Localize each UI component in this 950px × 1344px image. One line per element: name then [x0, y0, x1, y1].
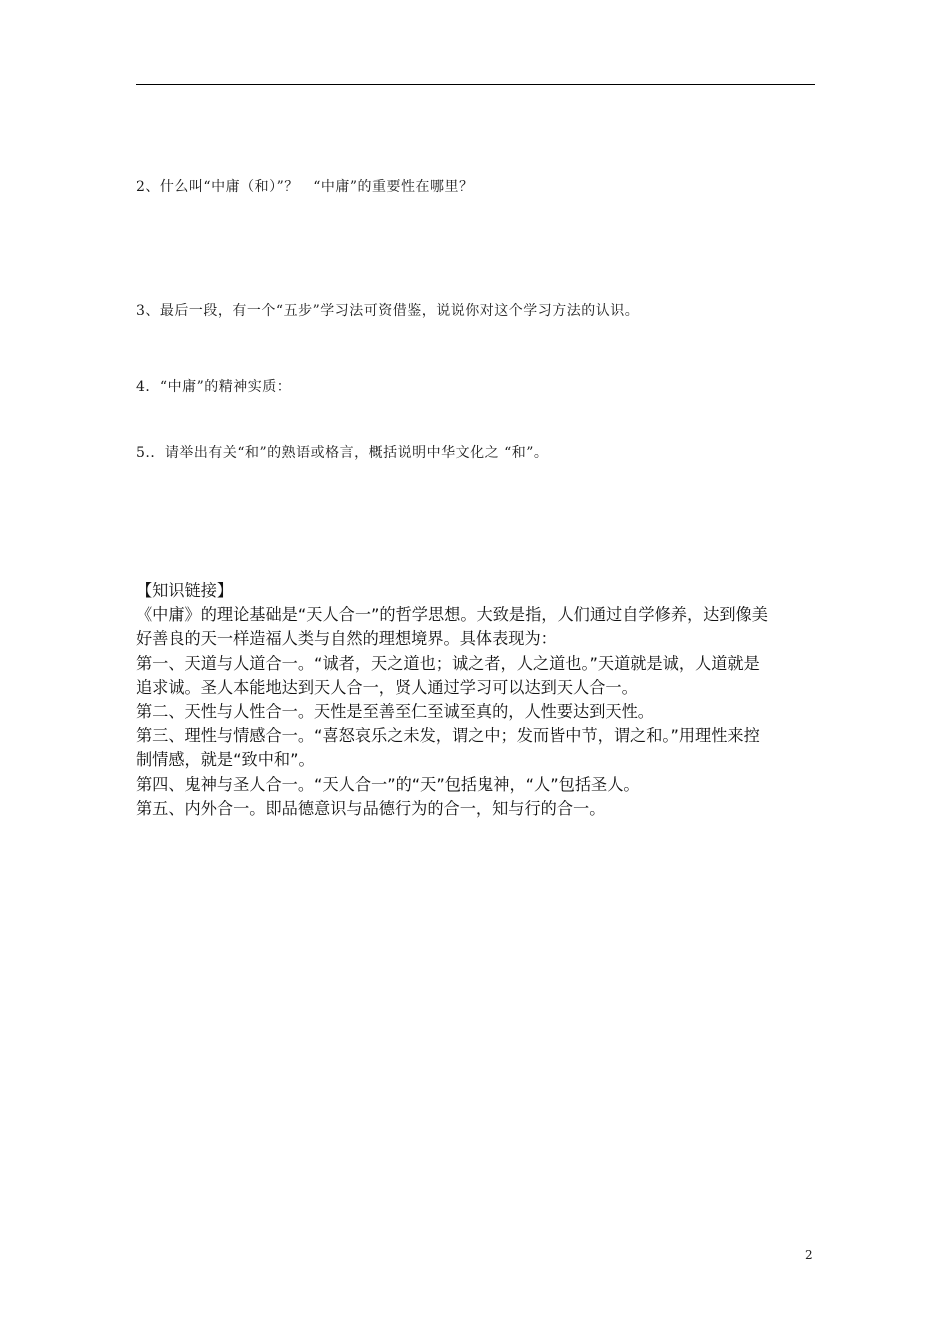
header-rule: [136, 84, 815, 85]
knowledge-link-line: 第四、鬼神与圣人合一。“天人合一”的“天”包括鬼神，“人”包括圣人。: [136, 774, 640, 794]
knowledge-link-line: 《中庸》的理论基础是“天人合一”的哲学思想。大致是指，人们通过自学修养，达到像美: [136, 605, 768, 625]
knowledge-link-line: 追求诚。圣人本能地达到天人合一，贤人通过学习可以达到天人合一。: [136, 677, 638, 697]
question-5: 5.．请举出有关“和”的熟语或格言，概括说明中华文化之 “和”。: [136, 445, 549, 461]
knowledge-link-line: 第三、理性与情感合一。“喜怒哀乐之未发，谓之中；发而皆中节，谓之和。”用理性来控: [136, 726, 760, 746]
question-4: 4．“中庸”的精神实质：: [136, 379, 292, 395]
question-2: 2、什么叫“中庸（和）”？ “中庸”的重要性在哪里？: [136, 179, 474, 195]
page-number: 2: [805, 1248, 813, 1262]
question-3: 3、最后一段，有一个“五步”学习法可资借鉴，说说你对这个学习方法的认识。: [136, 303, 640, 319]
knowledge-link-line: 第二、天性与人性合一。天性是至善至仁至诚至真的，人性要达到天性。: [136, 702, 654, 722]
knowledge-link-line: 好善良的天一样造福人类与自然的理想境界。具体表现为：: [136, 629, 557, 649]
knowledge-link-line: 制情感，就是“致中和”。: [136, 750, 315, 770]
knowledge-link-section: [136, 579, 816, 821]
knowledge-link-line: 第一、天道与人道合一。“诚者，天之道也；诚之者，人之道也。”天道就是诚，人道就是: [136, 653, 760, 673]
knowledge-link-line: 第五、内外合一。即品德意识与品德行为的合一，知与行的合一。: [136, 798, 606, 818]
knowledge-link-heading: 【知识链接】: [136, 581, 234, 600]
